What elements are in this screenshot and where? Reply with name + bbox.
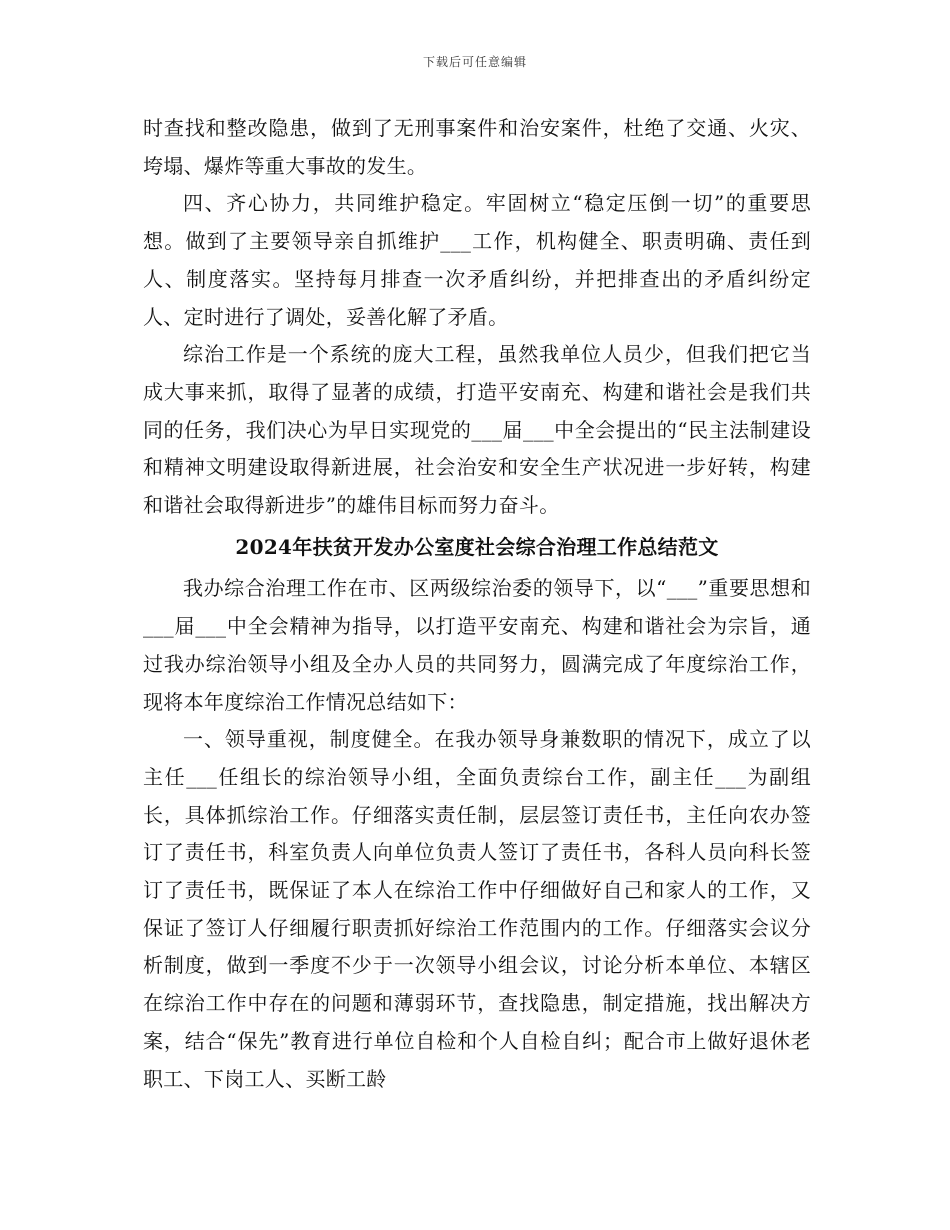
paragraph-conclusion: 综治工作是一个系统的庞大工程，虽然我单位人员少，但我们把它当成大事来抓，取得了显著的成绩，打造平安南充、构建和谐社会是我们共同的任务，我们决心为早日实现党的___届___中全会提出的“民主法制建设和精神文明建设取得新进展，社会治安和安全生产状况进一步好转，构建和谐社会取得新进步”的雄伟目标而努力奋斗。 [143,342,811,518]
document-title: 2024年扶贫开发办公室度社会综合治理工作总结范文 [235,534,719,559]
paragraph-section-four: 四、齐心协力，共同维护稳定。牢固树立“稳定压倒一切”的重要思想。做到了主要领导亲自抓维护___工作，机构健全、职责明确、责任到人、制度落实。坚持每月排查一次矛盾纠纷，并把排查出的矛盾纠纷定人、定时进行了调处，妥善化解了矛盾。 [143,191,811,329]
paragraph-section-one: 一、领导重视，制度健全。在我办领导身兼数职的情况下，成立了以主任___任组长的综治领导小组，全面负责综台工作，副主任___为副组长，具体抓综治工作。仔细落实责任制，层层签订责任书，主任向农办签订了责任书，科室负责人向单位负责人签订了责任书，各科人员向科长签订了责任书，既保证了本人在综治工作中仔细做好自己和家人的工作，又保证了签订人仔细履行职责抓好综治工作范围内的工作。仔细落实会议分析制度，做到一季度不少于一次领导小组会议，讨论分析本单位、本辖区在综治工作中存在的问题和薄弱环节，查找隐患，制定措施，找出解决方案，结合“保先”教育进行单位自检和个人自检自纠；配合市上做好退休老职工、下岗工人、买断工龄 [143,727,811,1091]
paragraph-intro: 我办综合治理工作在市、区两级综治委的领导下，以“___”重要思想和___届___中全会精神为指导，以打造平安南充、构建和谐社会为宗旨，通过我办综治领导小组及全办人员的共同努力，圆满完成了年度综治工作，现将本年度综治工作情况总结如下： [143,576,811,714]
paragraph-continuation: 时查找和整改隐患，做到了无刑事案件和治安案件，杜绝了交通、火灾、垮塌、爆炸等重大事故的发生。 [143,116,811,178]
document-body [143,110,811,1098]
page-header: 下载后可任意编辑 [422,55,527,69]
